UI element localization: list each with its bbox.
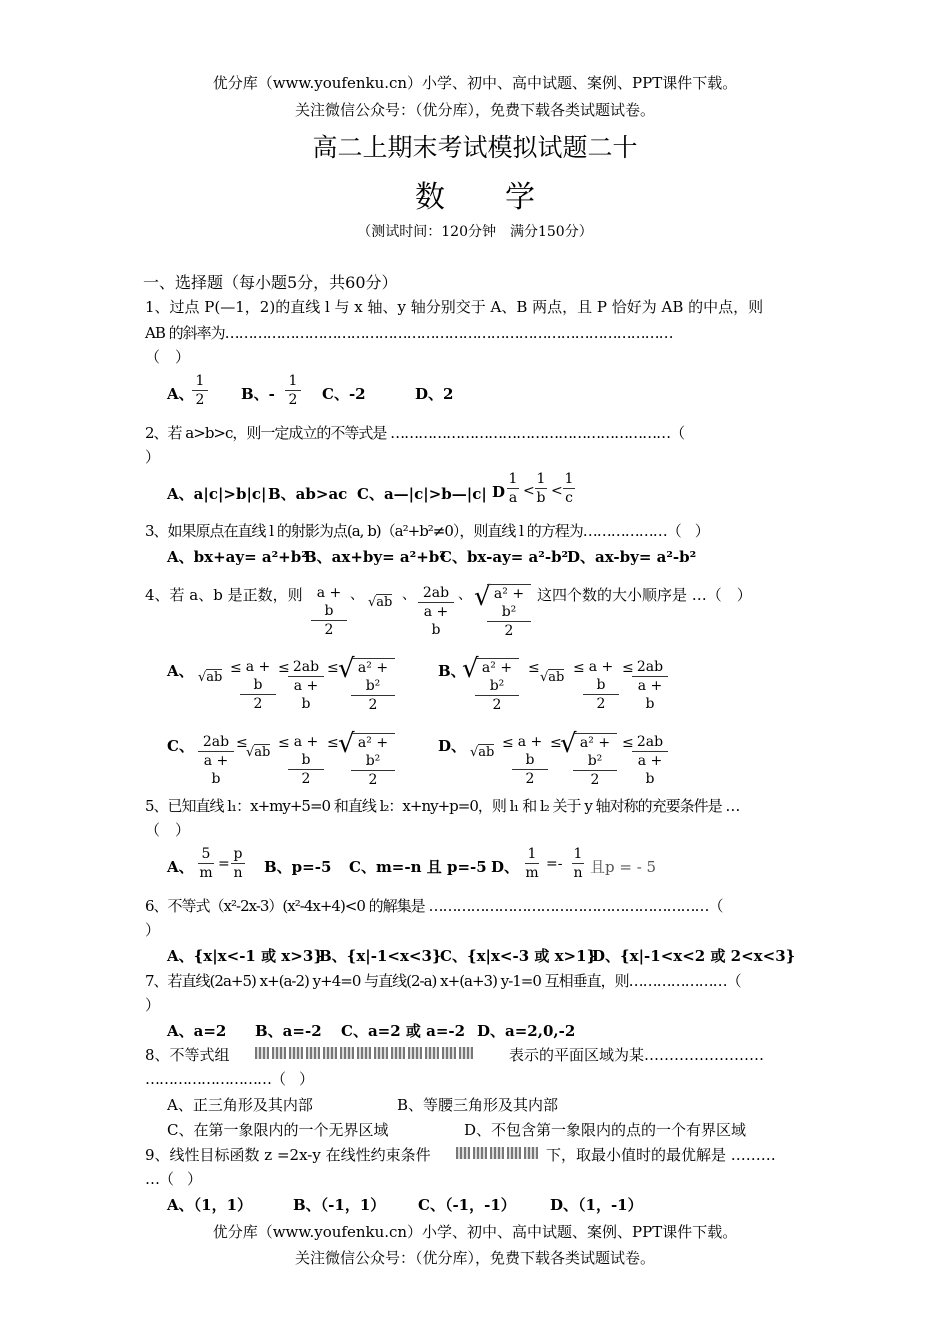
question-4-option-a: A、 <box>167 662 194 680</box>
numerator: 1 <box>525 845 539 864</box>
numerator: a + b <box>240 658 276 695</box>
radicand: ab <box>548 670 565 685</box>
denominator: 2 <box>195 392 205 408</box>
denominator: 2 <box>368 697 378 713</box>
numerator: a² + b² <box>573 734 617 771</box>
blurred-glyph <box>374 1047 388 1059</box>
question-7-option-d: D、a=2,0,-2 <box>477 1022 576 1040</box>
less-than: < <box>551 483 563 499</box>
footer-line-1: 优分库（www.youfenku.cn）小学、初中、高中试题、案例、PPT课件下载。 <box>212 1223 738 1241</box>
question-5-option-b: B、p=-5 <box>264 858 332 876</box>
denominator: m <box>199 865 213 881</box>
question-8-option-c: C、在第一象限内的一个无界区域 <box>167 1121 389 1139</box>
question-3-option-a: A、bx+ay= a²+b² <box>167 548 308 566</box>
numerator: a + b <box>288 733 324 770</box>
fraction-harmonic <box>198 733 234 788</box>
question-9-option-c: C、（-1，-1） <box>418 1196 516 1214</box>
question-5-paren: （ ） <box>145 821 191 839</box>
question-9-stem-cont: …（ ） <box>145 1170 202 1188</box>
fraction-half <box>285 372 301 409</box>
blurred-glyph <box>425 1047 439 1059</box>
blurred-glyph <box>323 1047 337 1059</box>
question-2-paren: ） <box>145 448 161 466</box>
blurred-glyph <box>524 1147 538 1159</box>
fraction-rms <box>475 658 519 714</box>
exam-note: （测试时间：120分钟 满分150分） <box>357 224 593 240</box>
fraction-mean <box>311 584 347 639</box>
sqrt-ab: √ab <box>470 745 495 760</box>
question-6-option-a: A、{x|x<-1 或 x>3} <box>167 947 323 965</box>
question-2-option-b: B、ab>ac <box>268 485 348 503</box>
blurred-glyph <box>490 1147 504 1159</box>
numerator: 2ab <box>288 658 324 677</box>
question-1-stem: 1、过点 P(—1，2)的直线 l 与 x 轴、y 轴分别交于 A、B 两点，且 P 恰好为 AB 的中点，则 <box>145 298 764 316</box>
numerator: 1 <box>508 471 518 487</box>
fraction-harmonic <box>418 584 454 639</box>
subject-title: 数学 <box>415 180 595 215</box>
denominator: 2 <box>596 696 606 712</box>
fraction-rms <box>351 658 395 714</box>
blurred-glyph <box>255 1047 269 1059</box>
blurred-glyph <box>306 1047 320 1059</box>
le-sign: ≤ <box>278 735 290 751</box>
denominator: 2 <box>288 392 298 408</box>
question-6-paren: ） <box>145 921 161 939</box>
le-sign: ≤ <box>622 735 634 751</box>
question-6-option-d: D、{x|-1<x<2 或 2<x<3} <box>592 947 796 965</box>
numerator: 1 <box>564 471 574 487</box>
sqrt-ab: √ab <box>246 745 271 760</box>
question-5-option-d-tail: 且p = - 5 <box>590 858 657 876</box>
numerator: 1 <box>192 372 208 391</box>
blurred-glyph <box>391 1047 405 1059</box>
denominator: 2 <box>504 623 514 639</box>
question-1-option-c: C、-2 <box>322 385 366 403</box>
fraction-rms <box>573 733 617 789</box>
blurred-glyph <box>473 1147 487 1159</box>
sqrt-ab: √ab <box>540 670 565 685</box>
le-sign: ≤ <box>327 660 339 676</box>
numerator: 1 <box>573 846 583 862</box>
denominator: c <box>565 490 573 506</box>
le-sign: ≤ <box>236 735 248 751</box>
sqrt-rms: √ <box>462 654 479 684</box>
blurred-glyph <box>289 1047 303 1059</box>
numerator: 2ab <box>632 658 668 677</box>
denominator: a + b <box>203 753 229 787</box>
numerator: 1 <box>285 372 301 391</box>
denominator: 2 <box>368 772 378 788</box>
denominator: n <box>573 865 583 881</box>
le-sign: ≤ <box>327 735 339 751</box>
denominator: 2 <box>324 622 334 638</box>
numerator: a² + b² <box>351 734 395 771</box>
blurred-glyph <box>459 1047 473 1059</box>
fraction-mean <box>288 733 324 788</box>
sqrt-rms: √ <box>560 729 577 759</box>
blurred-glyph <box>456 1147 470 1159</box>
blurred-glyph <box>340 1047 354 1059</box>
equals-sign: = <box>218 856 230 872</box>
question-7-option-a: A、a=2 <box>167 1022 227 1040</box>
numerator: 1 <box>536 471 546 487</box>
fraction-1-over-c <box>563 470 575 507</box>
fraction-1-over-a <box>507 470 519 507</box>
radicand: ab <box>478 745 495 760</box>
question-7-option-c: C、a=2 或 a=-2 <box>341 1022 466 1040</box>
blurred-glyph <box>357 1047 371 1059</box>
header-line-2: 关注微信公众号：（优分库），免费下载各类试题试卷。 <box>294 101 655 119</box>
question-4-stem-tail: 这四个数的大小顺序是 …（ ） <box>537 586 752 604</box>
fraction-harmonic <box>632 733 668 788</box>
question-9-stem: 9、线性目标函数 z =2x-y 在线性约束条件 <box>145 1146 431 1164</box>
question-3-option-b: B、ax+by= a²+b² <box>304 548 446 566</box>
question-7-paren: ） <box>145 996 161 1014</box>
question-2-option-a: A、a|c|>b|c| <box>167 485 267 503</box>
denominator: a + b <box>293 678 319 712</box>
question-4-option-c: C、 <box>167 737 194 755</box>
le-sign: ≤ <box>230 660 242 676</box>
question-7-stem: 7、若直线(2a+5) x+(a-2) y+4=0 与直线(2-a) x+(a+3) y-1=0 互相垂直，则…………………（ <box>145 972 741 990</box>
question-8-option-d: D、不包含第一象限内的点的一个有界区域 <box>464 1121 747 1139</box>
blurred-glyph <box>442 1047 456 1059</box>
fraction-1-over-b <box>535 470 547 507</box>
question-1-option-a: A、 <box>167 385 194 403</box>
exam-title: 高二上期末考试模拟试题二十 <box>312 133 638 162</box>
numerator: a² + b² <box>487 585 531 622</box>
less-than: < <box>523 483 535 499</box>
fraction-1-over-n <box>572 845 584 882</box>
denominator: b <box>536 490 546 506</box>
separator: 、 <box>402 587 416 603</box>
footer-line-2: 关注微信公众号：（优分库），免费下载各类试题试卷。 <box>294 1249 655 1267</box>
numerator: a + b <box>512 733 548 770</box>
question-9-option-d: D、（1，-1） <box>550 1196 643 1214</box>
numerator: a + b <box>311 584 347 621</box>
numerator: a² + b² <box>475 659 519 696</box>
question-5-option-a: A、 <box>167 858 194 876</box>
fraction-half <box>192 372 208 409</box>
question-4-stem: 4、若 a、b 是正数，则 <box>145 586 303 604</box>
inequality-system-image <box>255 1044 476 1060</box>
le-sign: ≤ <box>573 660 585 676</box>
question-2-option-c: C、a—|c|>b—|c| <box>357 485 487 503</box>
denominator: n <box>233 865 243 881</box>
question-2-option-d: D <box>492 483 506 501</box>
question-7-option-b: B、a=-2 <box>255 1022 322 1040</box>
denominator: 2 <box>253 696 263 712</box>
constraint-system-image <box>456 1144 541 1160</box>
denominator: a + b <box>637 678 663 712</box>
sqrt-rms: √ <box>474 582 491 612</box>
question-1-option-b: B、- <box>241 385 275 403</box>
question-4-option-b: B、 <box>438 662 466 680</box>
fraction-5-over-m <box>198 845 214 882</box>
question-9-stem-tail: 下，取最小值时的最优解是 ……… <box>546 1146 776 1164</box>
numerator: a + b <box>583 658 619 695</box>
fraction-mean <box>512 733 548 788</box>
question-9-option-a: A、（1，1） <box>167 1196 253 1214</box>
question-8-stem-tail: 表示的平面区域为某…………………… <box>509 1046 765 1064</box>
question-6-option-c: C、{x|x<-3 或 x>1} <box>440 947 597 965</box>
radicand: ab <box>206 670 223 685</box>
numerator: 2ab <box>198 733 234 752</box>
question-4-option-d: D、 <box>438 737 467 755</box>
denominator: 2 <box>590 772 600 788</box>
question-8-option-a: A、正三角形及其内部 <box>167 1096 313 1114</box>
fraction-1-over-m <box>525 845 539 882</box>
question-2-stem: 2、若 a>b>c，则一定成立的不等式是 ……………………………………………………（ <box>145 424 685 442</box>
question-1-option-d: D、2 <box>415 385 454 403</box>
denominator: 2 <box>492 697 502 713</box>
question-3-stem: 3、如果原点在直线 l 的射影为点(a, b)（a²+b²≠0），则直线 l 的方程为………………（ ） <box>145 522 709 540</box>
denominator: 2 <box>301 771 311 787</box>
blurred-glyph <box>507 1147 521 1159</box>
sqrt-ab: √ab <box>198 670 223 685</box>
numerator: p <box>231 845 245 864</box>
question-1-paren: （ ） <box>145 348 191 366</box>
question-8-stem: 8、不等式组 <box>145 1046 230 1064</box>
numerator: 2ab <box>632 733 668 752</box>
denominator: a <box>508 490 518 506</box>
le-sign: ≤ <box>622 660 634 676</box>
le-sign: ≤ <box>528 660 540 676</box>
equals-minus: =- <box>546 856 563 872</box>
numerator: 2ab <box>418 584 454 603</box>
blurred-glyph <box>408 1047 422 1059</box>
fraction-p-over-n <box>231 845 245 882</box>
section-heading: 一、选择题（每小题5分，共60分） <box>143 273 398 292</box>
fraction-mean <box>583 658 619 713</box>
question-5-option-d: D、 <box>491 858 520 876</box>
question-3-option-c: C、bx-ay= a²-b² <box>440 548 569 566</box>
question-8-option-b: B、等腰三角形及其内部 <box>397 1096 559 1114</box>
fraction-mean <box>240 658 276 713</box>
fraction-harmonic <box>632 658 668 713</box>
sqrt-rms: √ <box>338 729 355 759</box>
fraction-harmonic <box>288 658 324 713</box>
radicand: ab <box>254 745 271 760</box>
separator: 、 <box>458 587 472 603</box>
sqrt-ab: √ab <box>368 595 393 610</box>
numerator: a² + b² <box>351 659 395 696</box>
denominator: a + b <box>423 604 449 638</box>
le-sign: ≤ <box>278 660 290 676</box>
question-8-stem-cont: ………………………（ ） <box>145 1070 314 1088</box>
radicand: ab <box>376 595 393 610</box>
question-5-option-c: C、m=-n 且 p=-5 <box>349 858 487 876</box>
numerator: 5 <box>198 845 214 864</box>
question-3-option-d: D、ax-by= a²-b² <box>567 548 697 566</box>
fraction-rms <box>351 733 395 789</box>
question-6-stem: 6、不等式（x²-2x-3）(x²-4x+4)<0 的解集是 ……………………………………………………（ <box>145 897 723 915</box>
question-1-stem-cont: AB 的斜率为…………………………………………………………………………………… <box>145 324 673 342</box>
question-9-option-b: B、（-1，1） <box>293 1196 386 1214</box>
question-6-option-b: B、{x|-1<x<3} <box>319 947 442 965</box>
fraction-rms <box>487 584 531 640</box>
le-sign: ≤ <box>502 735 514 751</box>
denominator: m <box>525 865 539 881</box>
denominator: a + b <box>637 753 663 787</box>
denominator: 2 <box>525 771 535 787</box>
header-line-1: 优分库（www.youfenku.cn）小学、初中、高中试题、案例、PPT课件下载。 <box>212 74 738 92</box>
sqrt-rms: √ <box>338 654 355 684</box>
le-sign: ≤ <box>550 735 562 751</box>
blurred-glyph <box>272 1047 286 1059</box>
question-5-stem: 5、已知直线 l₁：x+my+5=0 和直线 l₂：x+ny+p=0，则 l₁ 和 l₂ 关于 y 轴对称的充要条件是 … <box>145 797 740 815</box>
separator: 、 <box>350 587 364 603</box>
